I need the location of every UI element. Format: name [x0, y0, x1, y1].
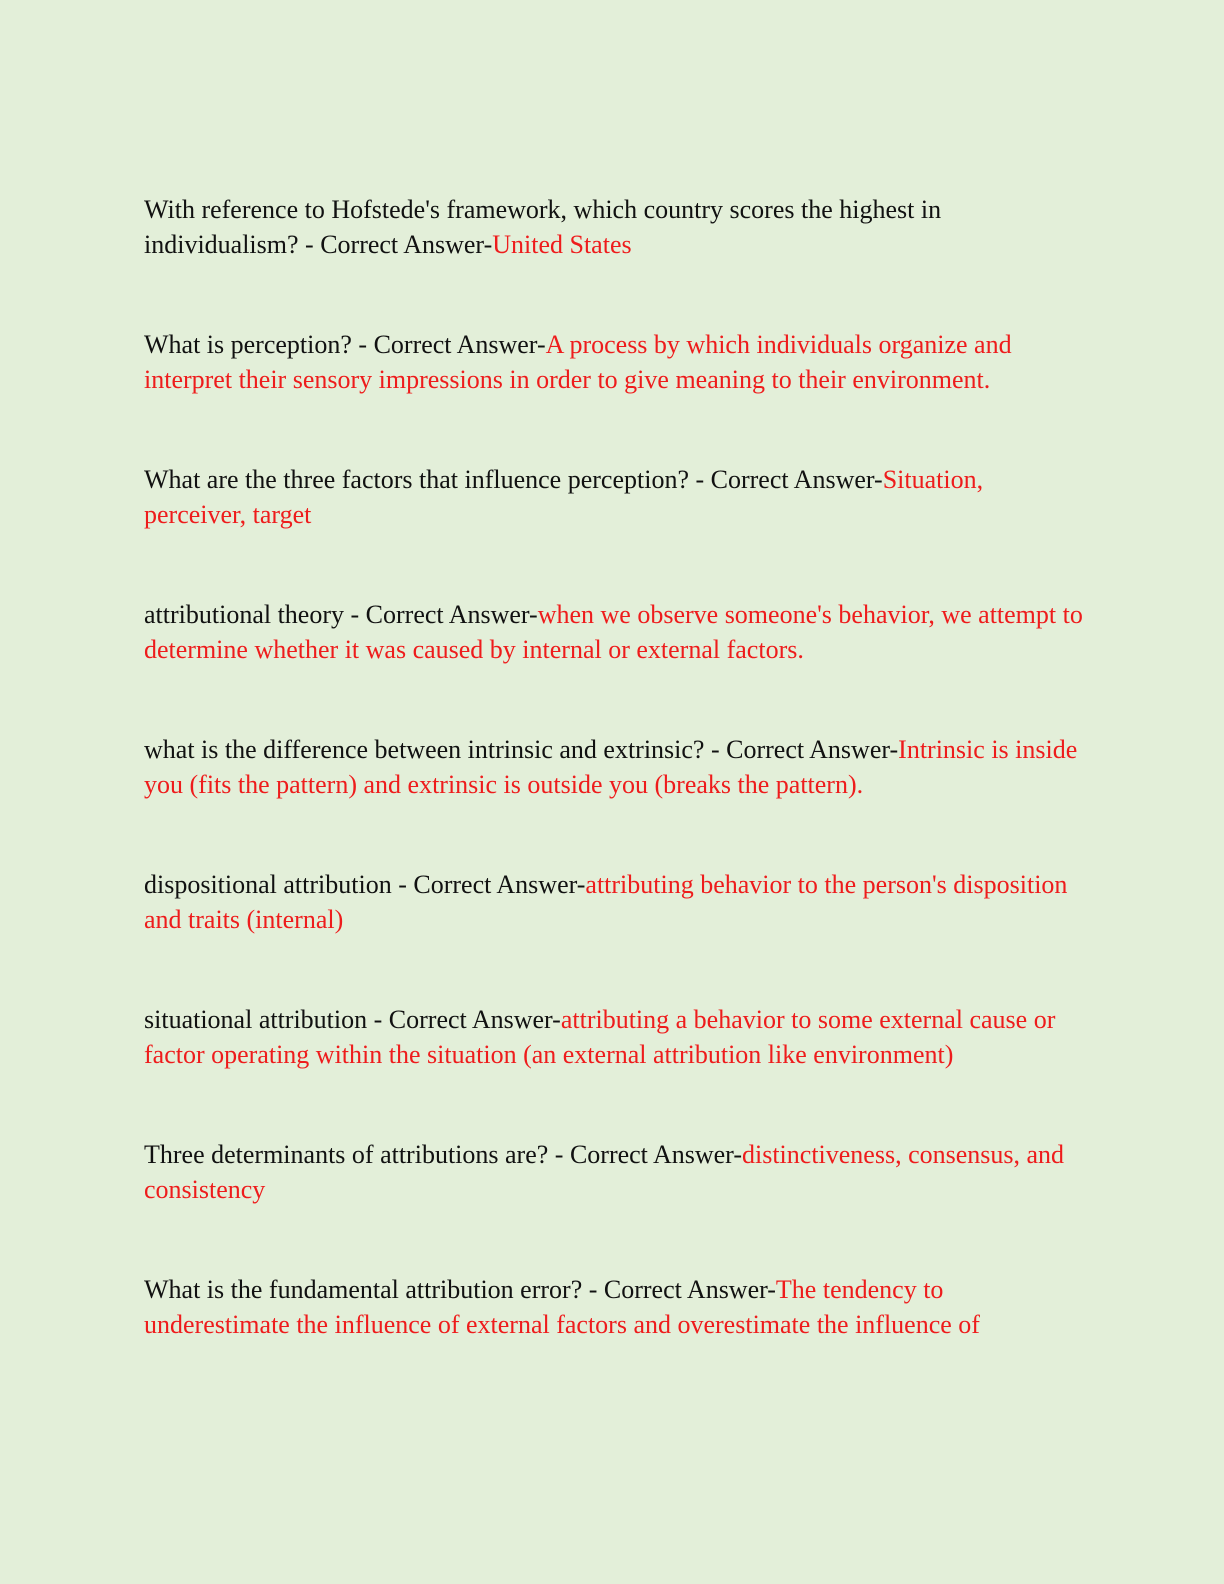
- question-text: What is the fundamental attribution error? - Correct Answer-: [144, 1275, 776, 1304]
- question-text: attributional theory - Correct Answer-: [144, 600, 538, 629]
- qa-item-situational-attribution: [144, 1002, 1084, 1072]
- question-text: situational attribution - Correct Answer-: [144, 1005, 561, 1034]
- document-page: [144, 192, 1084, 1407]
- qa-item-hofstede: [144, 192, 1084, 262]
- answer-text: attributing behavior to the person's disposition and traits (internal): [144, 870, 1068, 934]
- qa-item-perception: [144, 327, 1084, 397]
- question-text: What are the three factors that influence perception? - Correct Answer-: [144, 465, 883, 494]
- qa-item-perception-factors: [144, 462, 1084, 532]
- question-text: With reference to Hofstede's framework, which country scores the highest in individualism? - Correct Answer-: [144, 195, 942, 259]
- qa-item-attribution-determinants: [144, 1137, 1084, 1207]
- question-text: What is perception? - Correct Answer-: [144, 330, 546, 359]
- qa-item-dispositional-attribution: [144, 867, 1084, 937]
- answer-text: Situation, perceiver, target: [144, 465, 984, 529]
- qa-item-intrinsic-extrinsic: [144, 732, 1084, 802]
- answer-text: The tendency to underestimate the influence of external factors and overestimate the influence of: [144, 1275, 980, 1339]
- answer-text: United States: [492, 230, 632, 259]
- question-text: Three determinants of attributions are? - Correct Answer-: [144, 1140, 742, 1169]
- question-text: what is the difference between intrinsic and extrinsic? - Correct Answer-: [144, 735, 899, 764]
- answer-text: when we observe someone's behavior, we attempt to determine whether it was caused by internal or external factors.: [144, 600, 1083, 664]
- qa-item-fundamental-attribution-error: [144, 1272, 1084, 1342]
- answer-text: A process by which individuals organize and interpret their sensory impressions in order to give meaning to their environment.: [144, 330, 1012, 394]
- answer-text: Intrinsic is inside you (fits the pattern) and extrinsic is outside you (breaks the pattern).: [144, 735, 1078, 799]
- answer-text: distinctiveness, consensus, and consistency: [144, 1140, 1065, 1204]
- answer-text: attributing a behavior to some external cause or factor operating within the situation (an external attribution like environment): [144, 1005, 1056, 1069]
- question-text: dispositional attribution - Correct Answer-: [144, 870, 586, 899]
- qa-item-attributional-theory: [144, 597, 1084, 667]
